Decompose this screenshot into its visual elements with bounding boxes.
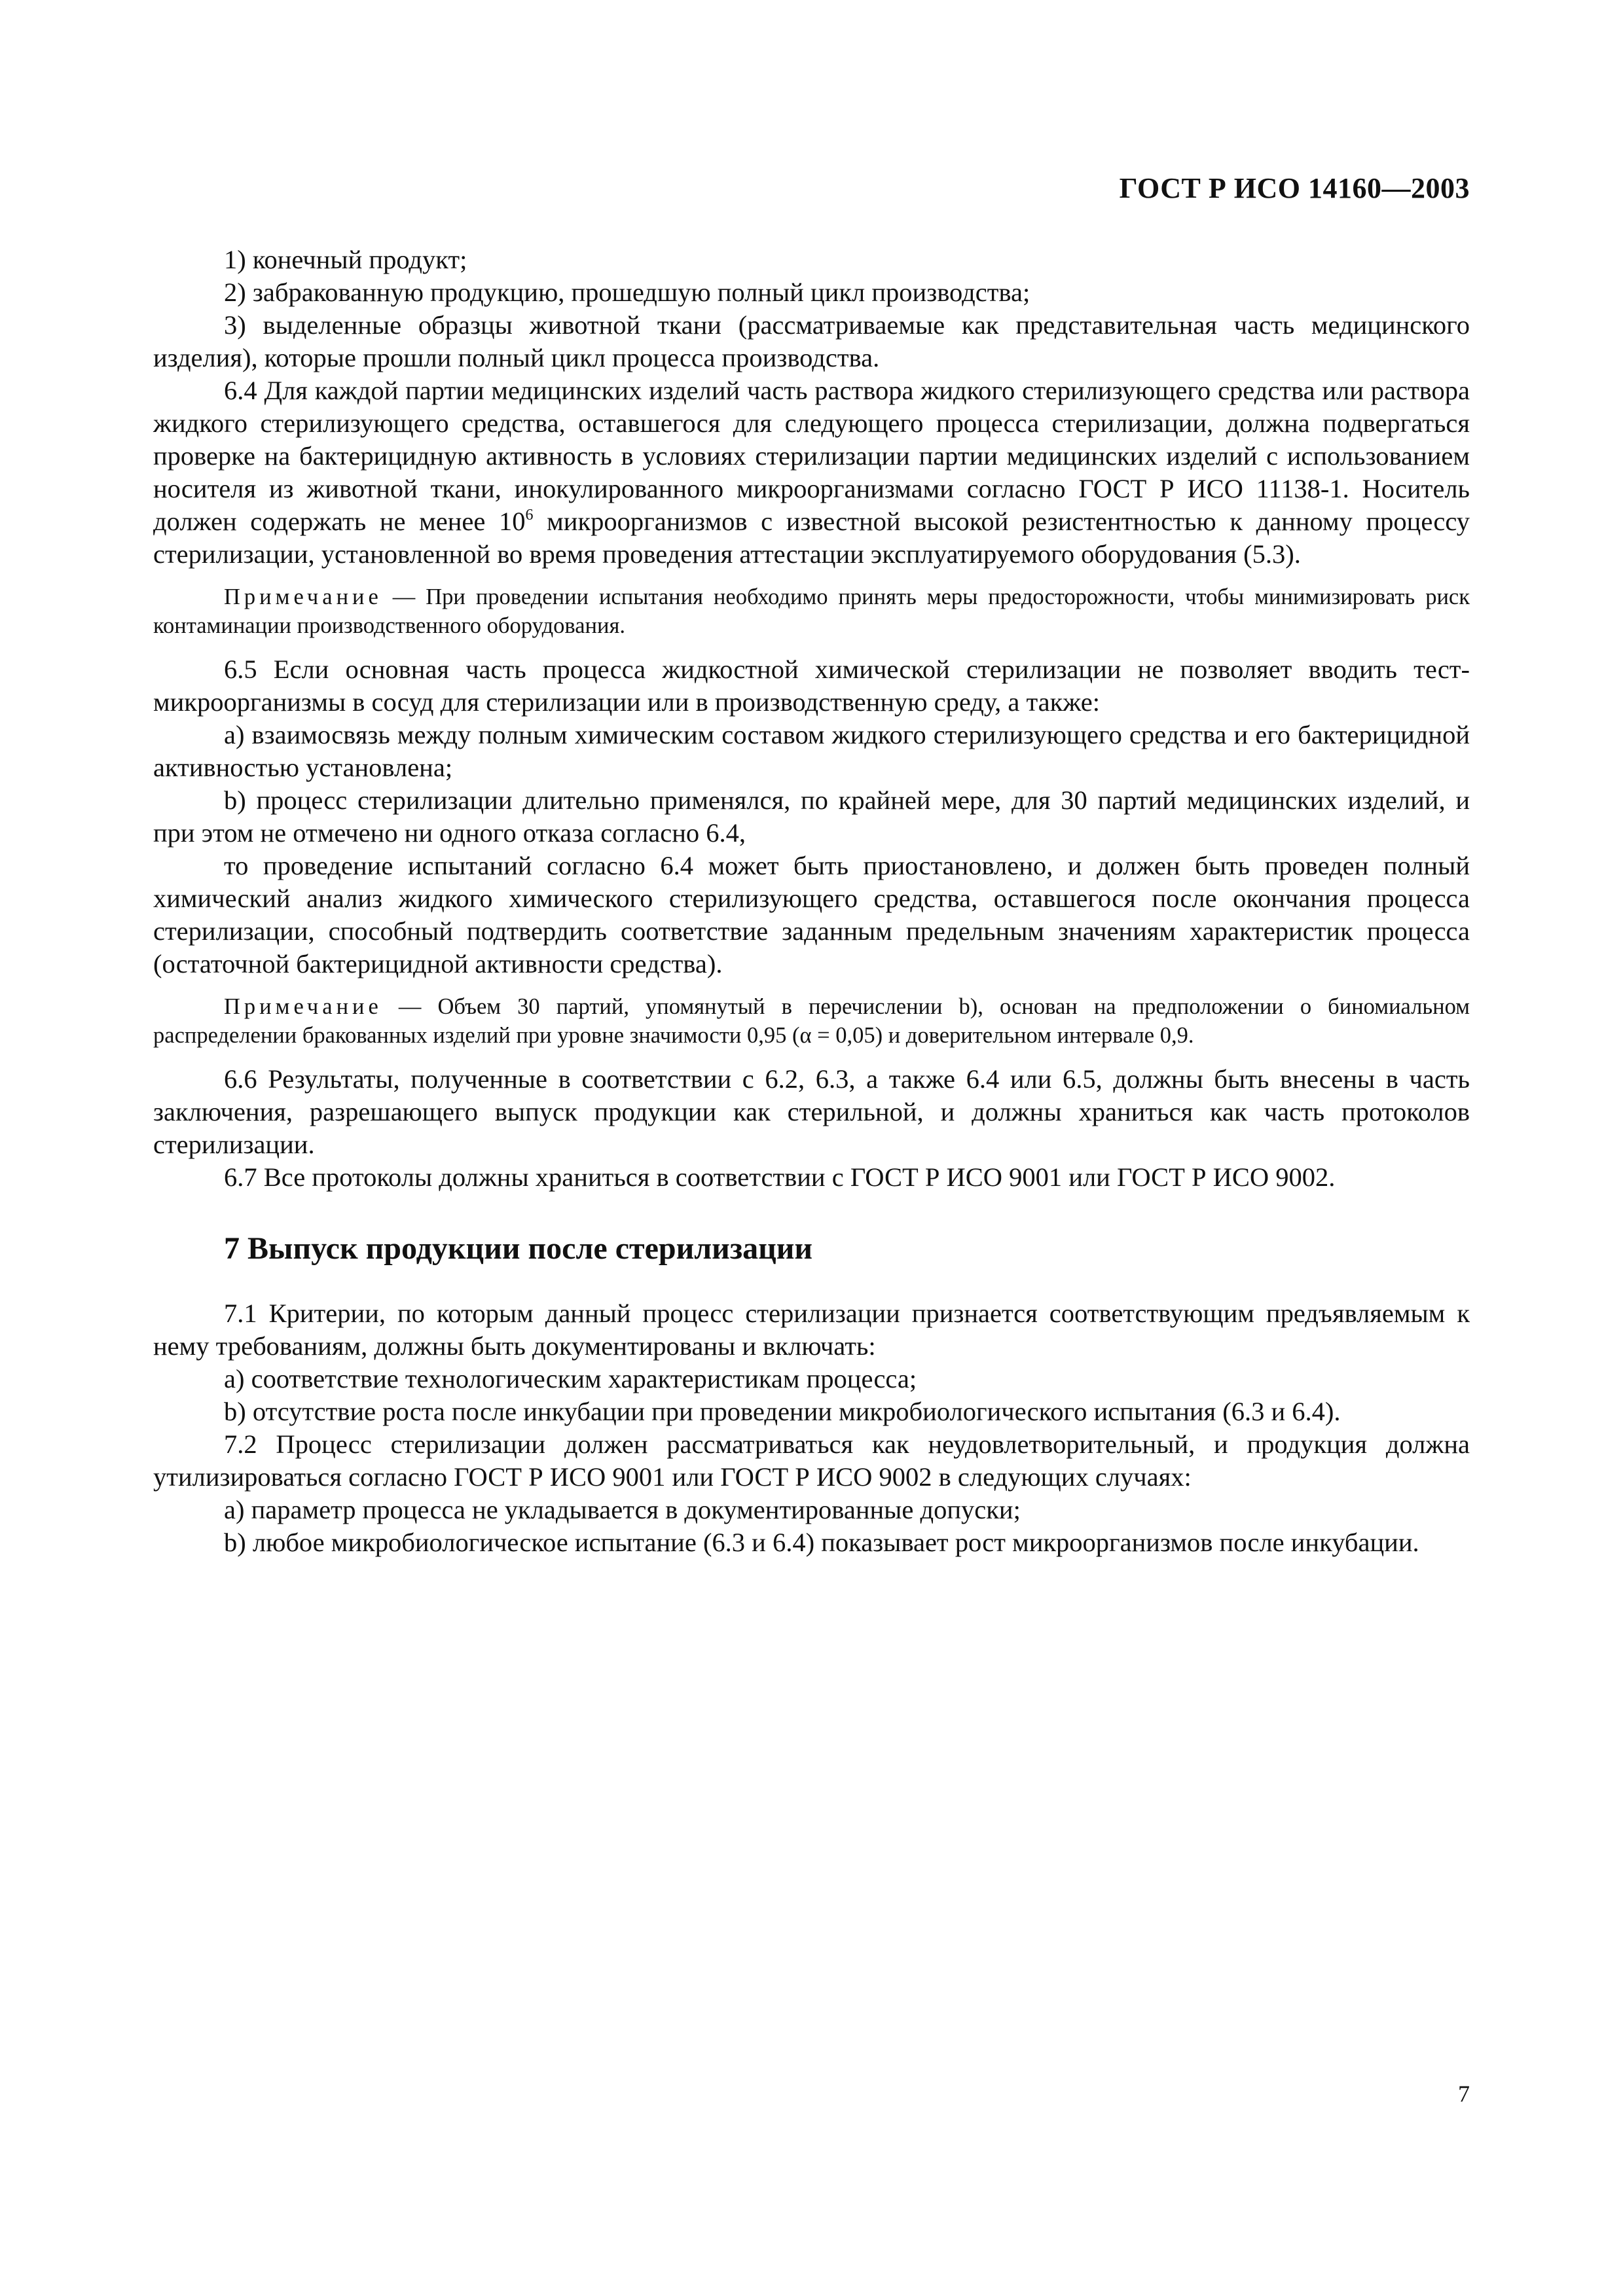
page-number: 7 [1458, 2081, 1470, 2107]
section-7-heading: 7 Выпуск продукции после стерилизации [224, 1231, 813, 1266]
paragraph-7-1-b: b) отсутствие роста после инкубации при проведении микробиологического испытания (6.3 и 6.4). [224, 1397, 1341, 1426]
note-label: Примечание [224, 584, 382, 609]
note-text: — При проведении испытания необходимо принять меры предосторожности, чтобы минимизировать риск контаминации производственного оборудования. [153, 584, 1470, 638]
paragraph-6-4-before: 6.4 Для каждой партии медицинских изделий часть раствора жидкого стерилизующего средства или раствора жидкого стерилизующего средства, оставшегося для следующего процесса стерилизации, должна подвергаться проверке на бактерицидную активность в условиях стерилизации партии медицинских изделий с использованием носителя из животной ткани, инокулированного микроорганизмами согласно ГОСТ Р ИСО 11138-1. Носитель должен содержать не менее 10 [153, 376, 1470, 536]
paragraph-6-5-conclusion: то проведение испытаний согласно 6.4 может быть приостановлено, и должен быть проведен полный химический анализ жидкого химического стерилизующего средства, оставшегося после окончания процесса стерилизации, способный подтвердить соответствие заданным предельным значениям характеристик процесса (остаточной бактерицидной активности средства). [153, 851, 1470, 978]
list-item-2: 2) забракованную продукцию, прошедшую полный цикл производства; [224, 278, 1030, 307]
paragraph-6-4 [153, 374, 1470, 571]
note-1 [153, 583, 1470, 640]
paragraph-7-1: 7.1 Критерии, по которым данный процесс стерилизации признается соответствующим предъявляемым к нему требованиям, должны быть документированы и включать: [153, 1299, 1470, 1361]
paragraph-6-5-b: b) процесс стерилизации длительно применялся, по крайней мере, для 30 партий медицинских изделий, и при этом не отмечено ни одного отказа согласно 6.4, [153, 785, 1470, 848]
paragraph-6-5: 6.5 Если основная часть процесса жидкостной химической стерилизации не позволяет вводить тест-микроорганизмы в сосуд для стерилизации или в производственную среду, а также: [153, 655, 1470, 717]
paragraph-6-4-after: микроорганизмов с известной высокой резистентностью к данному процессу стерилизации, установленной во время проведения аттестации эксплуатируемого оборудования (5.3). [153, 507, 1470, 569]
paragraph-7-2-b: b) любое микробиологическое испытание (6.3 и 6.4) показывает рост микроорганизмов после инкубации. [224, 1528, 1419, 1557]
list-item-3: 3) выделенные образцы животной ткани (рассматриваемые как представительная часть медицинского изделия), которые прошли полный цикл процесса производства. [153, 310, 1470, 372]
paragraph-7-2-a: a) параметр процесса не укладывается в документированные допуски; [224, 1495, 1021, 1524]
document-code-header: ГОСТ Р ИСО 14160—2003 [1119, 172, 1470, 204]
note-text: — Объем 30 партий, упомянутый в перечислении b), основан на предположении о биномиальном распределении бракованных изделий при уровне значимости 0,95 (α = 0,05) и доверительном интервале 0,9. [153, 994, 1470, 1048]
document-body [153, 243, 1470, 1559]
note-2 [153, 992, 1470, 1050]
paragraph-6-7: 6.7 Все протоколы должны храниться в соответствии с ГОСТ Р ИСО 9001 или ГОСТ Р ИСО 9002. [224, 1162, 1336, 1192]
list-item-1: 1) конечный продукт; [224, 245, 467, 274]
note-label: Примечание [224, 994, 382, 1019]
paragraph-7-1-a: a) соответствие технологическим характеристикам процесса; [224, 1364, 917, 1393]
paragraph-6-6: 6.6 Результаты, полученные в соответствии с 6.2, 6.3, а также 6.4 или 6.5, должны быть внесены в часть заключения, разрешающего выпуск продукции как стерильной, и должны храниться как часть протоколов стерилизации. [153, 1064, 1470, 1159]
paragraph-6-5-a: a) взаимосвязь между полным химическим составом жидкого стерилизующего средства и его бактерицидной активностью установлена; [153, 720, 1470, 782]
exponent: 6 [525, 506, 534, 524]
paragraph-7-2: 7.2 Процесс стерилизации должен рассматриваться как неудовлетворительный, и продукция должна утилизироваться согласно ГОСТ Р ИСО 9001 или ГОСТ Р ИСО 9002 в следующих случаях: [153, 1429, 1470, 1492]
